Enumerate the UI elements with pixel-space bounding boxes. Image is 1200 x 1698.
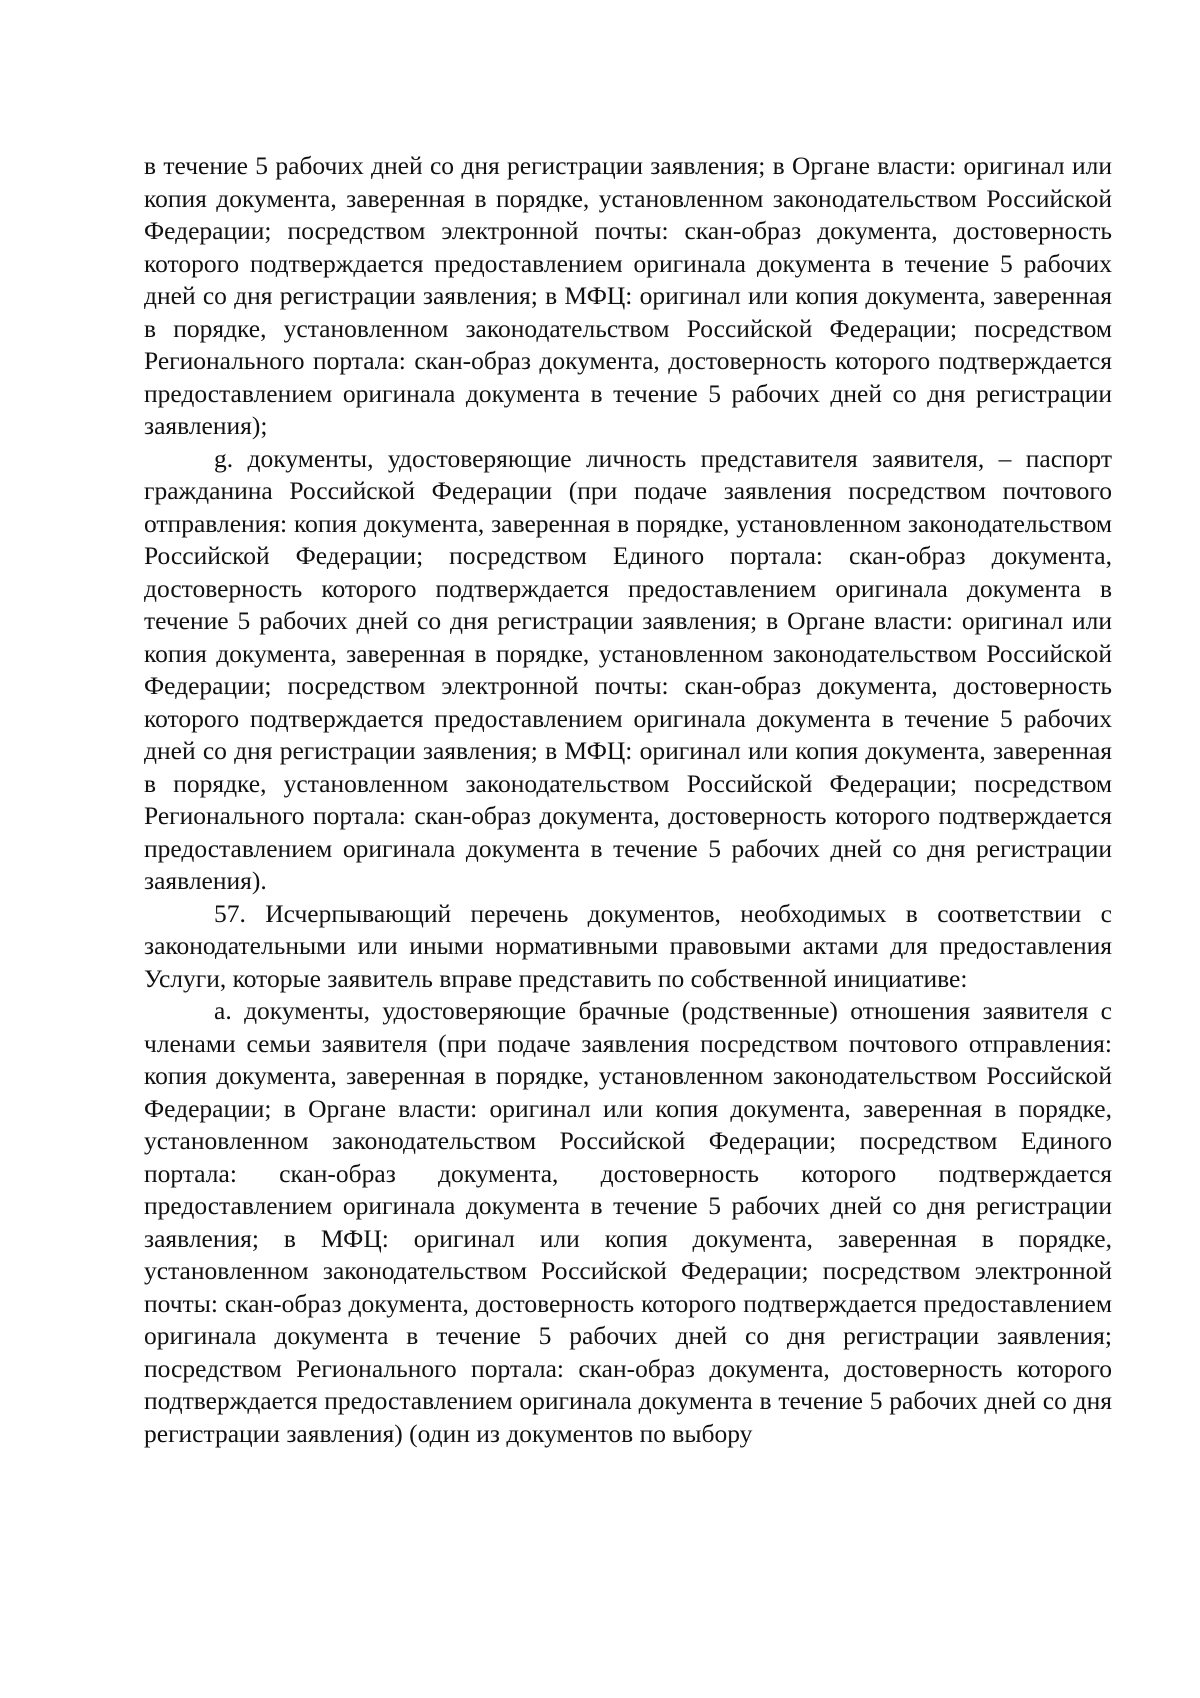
document-body <box>144 150 1112 1450</box>
paragraph-item-a: a. документы, удостоверяющие брачные (родственные) отношения заявителя с членами семьи заявителя (при подаче заявления посредством почтового отправления: копия документа, заверенная в порядке, установленном законодательством Российской Федерации; в Органе власти: оригинал или копия документа, заверенная в порядке, установленном законодательством Российской Федерации; посредством Единого портала: скан-образ документа, достоверность которого подтверждается предоставлением оригинала документа в течение 5 рабочих дней со дня регистрации заявления; в МФЦ: оригинал или копия документа, заверенная в порядке, установленном законодательством Российской Федерации; посредством электронной почты: скан-образ документа, достоверность которого подтверждается предоставлением оригинала документа в течение 5 рабочих дней со дня регистрации заявления; посредством Регионального портала: скан-образ документа, достоверность которого подтверждается предоставлением оригинала документа в течение 5 рабочих дней со дня регистрации заявления) (один из документов по выбору <box>144 996 1112 1448</box>
paragraph-57: 57. Исчерпывающий перечень документов, необходимых в соответствии с законодательными или иными нормативными правовыми актами для предоставления Услуги, которые заявитель вправе представить по собственной инициативе: <box>144 898 1112 993</box>
paragraph-continuation: в течение 5 рабочих дней со дня регистрации заявления; в Органе власти: оригинал или копия документа, заверенная в порядке, установленном законодательством Российской Федерации; посредством электронной почты: скан-образ документа, достоверность которого подтверждается предоставлением оригинала документа в течение 5 рабочих дней со дня регистрации заявления; в МФЦ: оригинал или копия документа, заверенная в порядке, установленном законодательством Российской Федерации; посредством Регионального портала: скан-образ документа, достоверность которого подтверждается предоставлением оригинала документа в течение 5 рабочих дней со дня регистрации заявления); <box>144 151 1112 440</box>
paragraph-item-g: g. документы, удостоверяющие личность представителя заявителя, – паспорт гражданина Российской Федерации (при подаче заявления посредством почтового отправления: копия документа, заверенная в порядке, установленном законодательством Российской Федерации; посредством Единого портала: скан-образ документа, достоверность которого подтверждается предоставлением оригинала документа в течение 5 рабочих дней со дня регистрации заявления; в Органе власти: оригинал или копия документа, заверенная в порядке, установленном законодательством Российской Федерации; посредством электронной почты: скан-образ документа, достоверность которого подтверждается предоставлением оригинала документа в течение 5 рабочих дней со дня регистрации заявления; в МФЦ: оригинал или копия документа, заверенная в порядке, установленном законодательством Российской Федерации; посредством Регионального портала: скан-образ документа, достоверность которого подтверждается предоставлением оригинала документа в течение 5 рабочих дней со дня регистрации заявления). <box>144 443 1112 895</box>
